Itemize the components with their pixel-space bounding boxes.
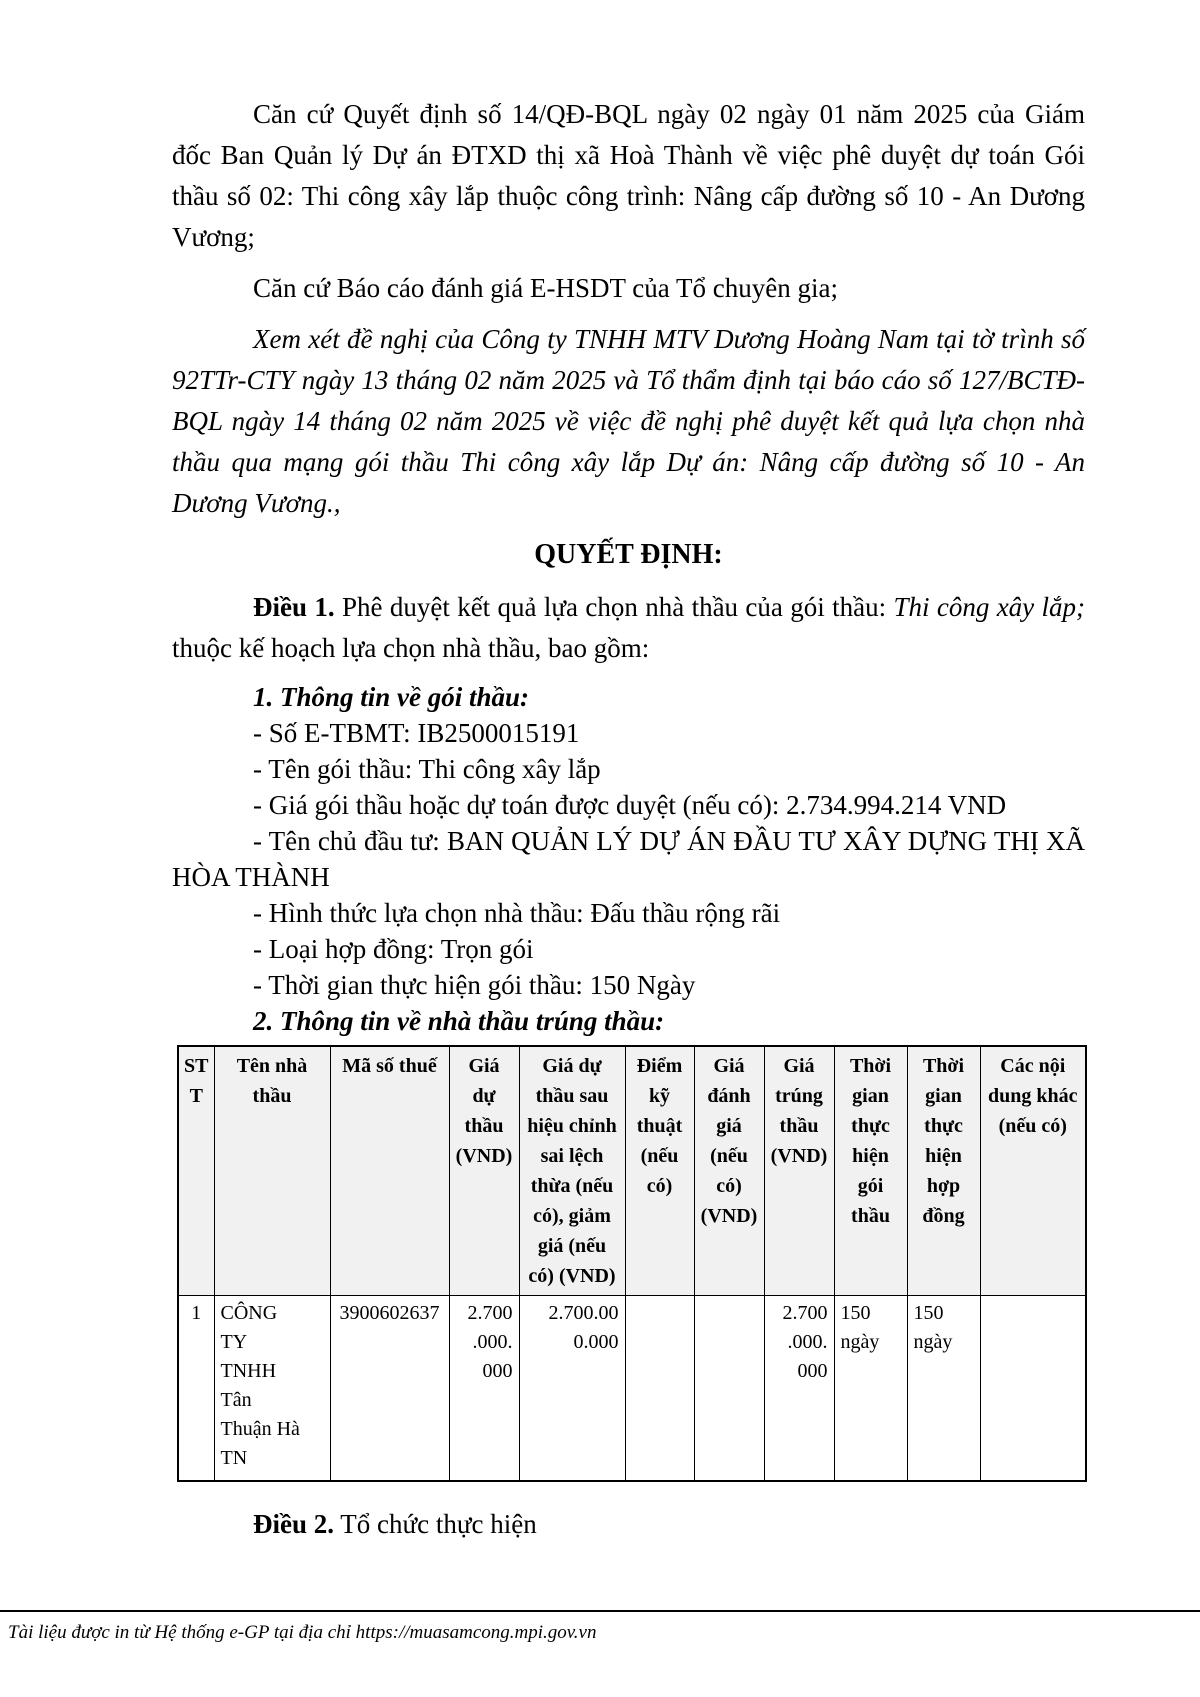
header-gia-trung-thau: Giá trúng thầu (VND) xyxy=(764,1046,834,1296)
list-item-thoi-gian: - Thời gian thực hiện gói thầu: 150 Ngày xyxy=(253,970,696,1000)
header-noi-dung-khac: Các nội dung khác (nếu có) xyxy=(980,1046,1086,1296)
list-item-ten-chu-dau-tu: - Tên chủ đầu tư: BAN QUẢN LÝ DỰ ÁN ĐẦU TƯ XÂY DỰNG THỊ XÃ HÒA THÀNH xyxy=(172,826,1085,892)
footer-note: Tài liệu được in từ Hệ thống e-GP tại địa chỉ https://muasamcong.mpi.gov.vn xyxy=(8,1622,597,1643)
list-item-loai-hop-dong: - Loại hợp đồng: Trọn gói xyxy=(253,934,534,964)
header-diem-ky-thuat: Điểm kỹ thuật (nếu có) xyxy=(625,1046,694,1296)
header-stt: STT xyxy=(178,1046,214,1296)
header-thoi-gian-hop-dong: Thời gian thực hiện hợp đồng xyxy=(907,1046,980,1296)
article-1-italic-text: Thi công xây lắp; xyxy=(893,592,1086,622)
paragraph-can-cu-quyet-dinh: Căn cứ Quyết định số 14/QĐ-BQL ngày 02 ngày 01 năm 2025 của Giám đốc Ban Quản lý Dự án ĐTXD thị xã Hoà Thành về việc phê duyệt dự toán Gói thầu số 02: Thi công xây lắp thuộc công trình: Nâng cấp đường số 10 - An Dương Vương; xyxy=(172,99,1085,252)
cell-noi-dung-khac xyxy=(980,1296,1086,1481)
article-1-text-after: thuộc kế hoạch lựa chọn nhà thầu, bao gồm: xyxy=(172,633,650,663)
header-gia-du-thau-sau-hieu-chinh: Giá dự thầu sau hiệu chỉnh sai lệch thừa (nếu có), giảm giá (nếu có) (VND) xyxy=(519,1046,625,1296)
header-ten-nha-thau: Tên nhà thầu xyxy=(214,1046,330,1296)
cell-ten-nha-thau: CÔNG TY TNHH Tân Thuận Hà TN xyxy=(214,1296,330,1481)
cell-thoi-gian-hop-dong: 150 ngày xyxy=(907,1296,980,1481)
list-item-ten-goi-thau: - Tên gói thầu: Thi công xây lắp xyxy=(253,754,601,784)
list-item-gia-goi-thau: - Giá gói thầu hoặc dự toán được duyệt (nếu có): 2.734.994.214 VND xyxy=(253,790,1007,820)
cell-ma-so-thue: 3900602637 xyxy=(330,1296,449,1481)
decision-heading: QUYẾT ĐỊNH: xyxy=(534,539,723,570)
cell-diem-ky-thuat xyxy=(625,1296,694,1481)
header-gia-danh-gia: Giá đánh giá (nếu có) (VND) xyxy=(694,1046,764,1296)
article-2 xyxy=(172,1504,1085,1545)
cell-gia-du-thau: 2.700 .000. 000 xyxy=(449,1296,519,1481)
paragraph-can-cu-bao-cao: Căn cứ Báo cáo đánh giá E-HSDT của Tổ chuyên gia; xyxy=(253,273,838,303)
header-gia-du-thau: Giá dự thầu (VND) xyxy=(449,1046,519,1296)
paragraph-xem-xet-de-nghi: Xem xét đề nghị của Công ty TNHH MTV Dương Hoàng Nam tại tờ trình số 92TTr-CTY ngày 13 tháng 02 năm 2025 và Tổ thẩm định tại báo cáo số 127/BCTĐ-BQL ngày 14 tháng 02 năm 2025 về việc đề nghị phê duyệt kết quả lựa chọn nhà thầu qua mạng gói thầu Thi công xây lắp Dự án: Nâng cấp đường số 10 - An Dương Vương., xyxy=(172,324,1085,518)
winning-bidder-table xyxy=(177,1045,1087,1482)
list-item-e-tbmt: - Số E-TBMT: IB2500015191 xyxy=(253,718,580,748)
article-2-text: Tổ chức thực hiện xyxy=(334,1508,537,1539)
section-1-heading: 1. Thông tin về gói thầu: xyxy=(253,682,530,712)
header-ma-so-thue: Mã số thuế xyxy=(330,1046,449,1296)
article-1-label: Điều 1. xyxy=(253,592,335,622)
cell-gia-trung-thau: 2.700 .000. 000 xyxy=(764,1296,834,1481)
article-1 xyxy=(172,587,1085,669)
article-1-text: Phê duyệt kết quả lựa chọn nhà thầu của gói thầu: xyxy=(334,592,894,622)
cell-gia-du-thau-sau-hieu-chinh: 2.700.00 0.000 xyxy=(519,1296,625,1481)
table-header-row xyxy=(178,1046,1086,1296)
cell-gia-danh-gia xyxy=(694,1296,764,1481)
page-footer xyxy=(0,1610,1200,1645)
section-2-heading: 2. Thông tin về nhà thầu trúng thầu: xyxy=(253,1006,665,1036)
article-2-label: Điều 2. xyxy=(253,1508,334,1539)
list-item-hinh-thuc: - Hình thức lựa chọn nhà thầu: Đấu thầu rộng rãi xyxy=(253,898,781,928)
cell-stt: 1 xyxy=(178,1296,214,1481)
header-thoi-gian-goi-thau: Thời gian thực hiện gói thầu xyxy=(834,1046,907,1296)
cell-thoi-gian-goi-thau: 150 ngày xyxy=(834,1296,907,1481)
table-row xyxy=(178,1296,1086,1481)
